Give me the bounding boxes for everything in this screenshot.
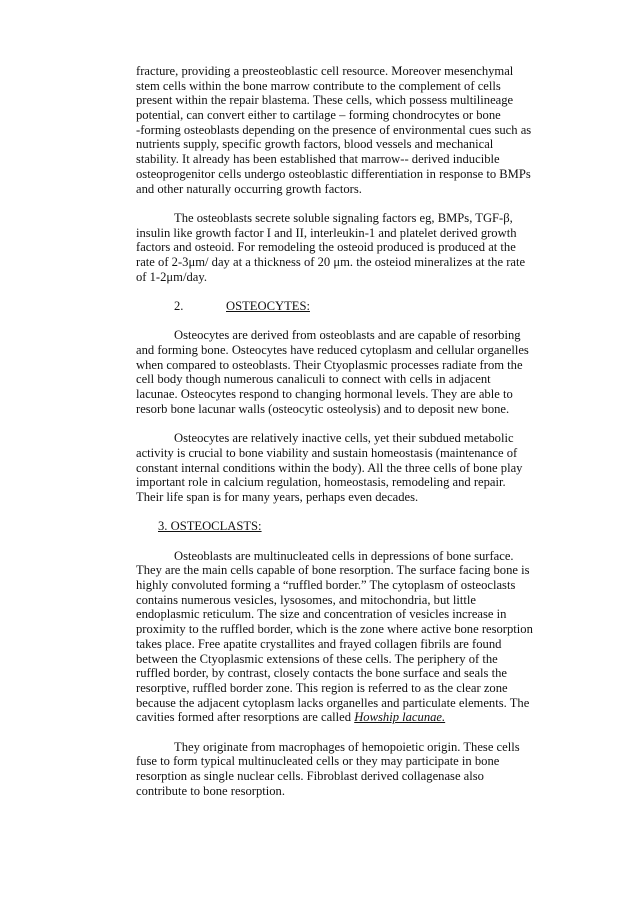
text-line: osteoprogenitor cells undergo osteoblastic differentiation in response to BMPs	[136, 166, 531, 181]
text-line: Osteocytes are relatively inactive cells, yet their subdued metabolic	[174, 431, 514, 446]
text-line: because the adjacent cytoplasm lacks organelles and particulate elements. The	[136, 695, 530, 710]
text-line: stability. It already has been established that marrow-- derived inducible	[136, 152, 500, 167]
text-line: ruffled border, by contrast, closely contacts the bone surface and seals the	[136, 666, 507, 681]
text-line: Their life span is for many years, perhaps even decades.	[136, 489, 419, 504]
text-line: of 1-2μm/day.	[136, 269, 207, 284]
text-line: resorption as single nuclear cells. Fibroblast derived collagenase also	[136, 769, 484, 783]
text-line: stem cells within the bone marrow contribute to the complement of cells	[136, 78, 501, 93]
text-line: when compared to osteoblasts. Their Ctyoplasmic processes radiate from the	[136, 357, 523, 372]
text-line: cell body though numerous canaliculi to connect with cells in adjacent	[136, 372, 491, 387]
text-line: proximity to the ruffled border, which is the zone where active bone resorption	[136, 622, 533, 637]
heading-number: 2.	[174, 299, 184, 313]
text-line: nutrients supply, specific growth factors, blood vessels and mechanical	[136, 137, 494, 152]
text-line: They originate from macrophages of hemopoietic origin. These cells	[174, 739, 520, 754]
text-line: and other naturally occurring growth factors.	[136, 181, 362, 196]
paragraph-osteoblast-factors	[136, 211, 544, 284]
text-line: fracture, providing a preosteoblastic cell resource. Moreover mesenchymal	[136, 64, 514, 78]
section-heading-osteoclasts	[136, 519, 544, 534]
heading-title: OSTEOCYTES:	[226, 299, 310, 313]
text-line: -forming osteoblasts depending on the presence of environmental cues such as	[136, 122, 532, 137]
text-line: potential, can convert either to cartilage – forming chondrocytes or bone	[136, 108, 501, 123]
text-line: insulin like growth factor I and II, interleukin-1 and platelet derived growth	[136, 225, 517, 240]
text-line: present within the repair blastema. These cells, which possess multilineage	[136, 93, 514, 108]
text-line: fuse to form typical multinucleated cells or they may participate in bone	[136, 754, 500, 769]
text-fragment: cavities formed after resorptions are called	[136, 710, 355, 725]
text-line: lacunae. Osteocytes respond to changing hormonal levels. They are able to	[136, 387, 513, 402]
text-line: important role in calcium regulation, homeostasis, remodeling and repair.	[136, 475, 506, 490]
text-line: contribute to bone resorption.	[136, 783, 285, 798]
text-line: The osteoblasts secrete soluble signaling factors eg, BMPs, TGF-β,	[174, 210, 513, 225]
text-line: highly convoluted forming a “ruffled border.” The cytoplasm of osteoclasts	[136, 578, 516, 593]
text-line: contains numerous vesicles, lysosomes, and mitochondria, but little	[136, 592, 476, 607]
paragraph-osteocytes-activity	[136, 431, 544, 504]
text-line: They are the main cells capable of bone resorption. The surface facing bone is	[136, 563, 530, 578]
section-heading-osteocytes	[136, 299, 544, 314]
text-line: between the Ctyoplasmic extensions of these cells. The periphery of the	[136, 651, 498, 666]
text-line: constant internal conditions within the body). All the three cells of bone play	[136, 460, 523, 475]
document-page	[136, 64, 544, 813]
text-line: endoplasmic reticulum. The size and concentration of vesicles increase in	[136, 607, 507, 622]
text-line: rate of 2-3μm/ day at a thickness of 20 μm. the osteiod mineralizes at the rate	[136, 254, 526, 269]
text-line: resorptive, ruffled border zone. This region is referred to as the clear zone	[136, 680, 508, 695]
paragraph-osteoclasts-structure	[136, 549, 544, 725]
text-line: resorb bone lacunar walls (osteocytic osteolysis) and to deposit new bone.	[136, 401, 510, 416]
text-line: factors and osteoid. For remodeling the osteoid produced is produced at the	[136, 240, 516, 255]
paragraph-fracture-repair	[136, 64, 544, 196]
text-line: and forming bone. Osteocytes have reduced cytoplasm and cellular organelles	[136, 343, 529, 358]
text-line	[136, 710, 544, 725]
paragraph-osteocytes-origin	[136, 328, 544, 416]
heading-title: 3. OSTEOCLASTS:	[158, 519, 262, 534]
text-line: Osteocytes are derived from osteoblasts and are capable of resorbing	[174, 328, 521, 343]
paragraph-osteoclasts-origin	[136, 740, 544, 799]
text-line: activity is crucial to bone viability and sustain homeostasis (maintenance of	[136, 445, 518, 460]
text-line: takes place. Free apatite crystallites and frayed collagen fibrils are found	[136, 636, 502, 651]
emphasized-term-howship-lacunae: Howship lacunae.	[354, 710, 446, 725]
text-line: Osteoblasts are multinucleated cells in depressions of bone surface.	[174, 548, 514, 563]
